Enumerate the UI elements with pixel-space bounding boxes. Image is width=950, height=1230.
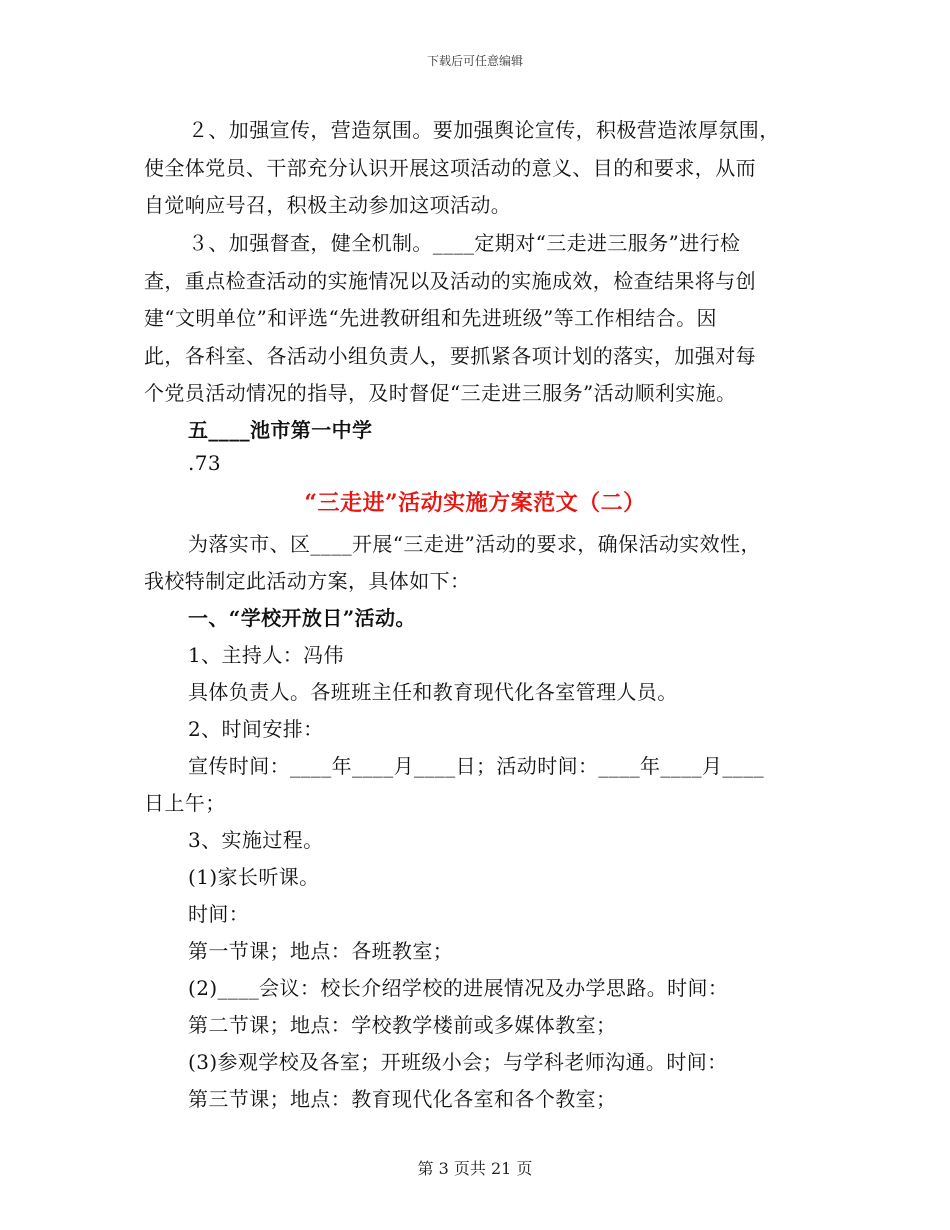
list-item: (2)____会议：校长介绍学校的进展情况及办学思路。时间： (188, 976, 729, 1000)
paragraph-line: ２、加强宣传，营造氛围。要加强舆论宣传，积极营造浓厚氛围， (188, 118, 780, 142)
paragraph-line: 查，重点检查活动的实施情况以及活动的实施成效，检查结果将与创 (144, 269, 756, 293)
paragraph-line: 我校特制定此活动方案，具体如下： (144, 569, 471, 593)
paragraph-line: 自觉响应号召，积极主动参加这项活动。 (144, 193, 512, 217)
list-item: 第二节课；地点：学校教学楼前或多媒体教室； (188, 1013, 617, 1037)
list-item: 具体负责人。各班班主任和教育现代化各室管理人员。 (188, 680, 678, 704)
paragraph-line: ３、加强督查，健全机制。____定期对“三走进三服务”进行检 (188, 231, 741, 255)
list-item: 第三节课；地点：教育现代化各室和各个教室； (188, 1087, 617, 1111)
list-item: (3)参观学校及各室；开班级小会；与学科老师沟通。时间： (188, 1050, 728, 1074)
list-item: 第一节课；地点：各班教室； (188, 939, 454, 963)
subheading: 一、“学校开放日”活动。 (188, 606, 416, 630)
list-item: 3、实施过程。 (188, 828, 324, 852)
page-header: 下载后可任意编辑 (426, 54, 523, 68)
paragraph-line: 为落实市、区____开展“三走进”活动的要求，确保活动实效性， (188, 532, 761, 556)
page-footer: 第 3 页共 21 页 (417, 1159, 533, 1178)
list-item: 时间： (188, 902, 250, 926)
date-line: .73 (188, 451, 222, 475)
paragraph-line: 个党员活动情况的指导，及时督促“三走进三服务”活动顺利实施。 (144, 381, 737, 405)
list-item: 2、时间安排： (188, 717, 324, 741)
paragraph-line: 使全体党员、干部充分认识开展这项活动的意义、目的和要求，从而 (144, 156, 756, 180)
list-item: 宣传时间：____年____月____日；活动时间：____年____月____ (188, 754, 764, 778)
paragraph-line: 建“文明单位”和评选“先进教研组和先进班级”等工作相结合。因 (144, 306, 717, 330)
list-item: 日上午； (144, 791, 226, 815)
paragraph-line: 此，各科室、各活动小组负责人，要抓紧各项计划的落实，加强对每 (144, 344, 756, 368)
signature-line: 五____池市第一中学 (188, 418, 373, 442)
list-item: 1、主持人：冯伟 (188, 643, 344, 667)
section-title: “三走进”活动实施方案范文（二） (304, 490, 646, 516)
list-item: (1)家长听课。 (188, 865, 320, 889)
